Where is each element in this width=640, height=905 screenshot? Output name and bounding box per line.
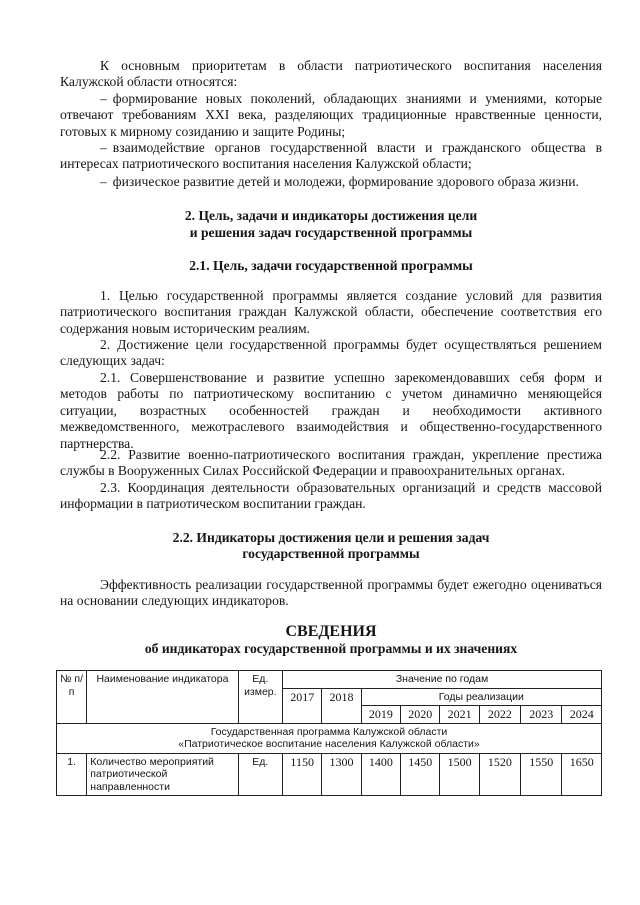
- table-program-row: [57, 723, 602, 753]
- bullet-text: физическое развитие детей и молодежи, формирование здорового образа жизни.: [112, 174, 579, 189]
- header-year: 2017: [283, 688, 322, 723]
- section-2-2-title-line-2: государственной программы: [242, 546, 420, 561]
- section-2-1-title: 2.1. Цель, задачи государственной программы: [189, 258, 473, 273]
- table-header-row-1: [57, 671, 602, 689]
- header-implementation-years: Годы реализации: [361, 688, 601, 706]
- header-year: 2021: [440, 706, 479, 724]
- program-line-2: «Патриотическое воспитание населения Калужской области»: [178, 738, 480, 750]
- indicators-table: [56, 670, 602, 796]
- intro-bullet-1: [60, 91, 602, 140]
- intro-lead: К основным приоритетам в области патриотического воспитания населения Калужской области относятся:: [60, 58, 602, 90]
- header-year: 2018: [322, 688, 361, 723]
- section-2-1-task-2: 2.2. Развитие военно-патриотического воспитания граждан, укрепление престижа службы в Вооруженных Силах Российской Федерации и правоохранительных органах.: [60, 447, 602, 479]
- section-2-2-paragraph: Эффективность реализации государственной программы будет ежегодно оцениваться на основании следующих индикаторов.: [60, 577, 602, 609]
- svedenia-subtitle: об индикаторах государственной программы и их значениях: [144, 641, 518, 656]
- section-2-title-line-1: 2. Цель, задачи и индикаторы достижения цели: [184, 208, 478, 223]
- section-2-1-task-1: 2.1. Совершенствование и развитие успешно зарекомендовавших себя форм и методов работы по патриотическому воспитанию с учетом динамично меняющейся ситуации, возрастных особенностей граждан и необходимости активного межведомственного, межотраслевого взаимодействия и общественно-государственного партнерства.: [60, 370, 602, 451]
- section-2-1-paragraph-1: 1. Целью государственной программы является создание условий для развития патриотического воспитания граждан Калужской области, обеспечение соответствия его содержания новым историческим реалиям.: [60, 288, 602, 336]
- dash-mark: –: [100, 174, 107, 189]
- row-num: 1.: [57, 753, 87, 796]
- bullet-text: формирование новых поколений, обладающих знаниями и умениями, которые отвечают требованиям XXI века, разделяющих традиционные нравственные ценности, готовых к мирному созиданию и защите Родины;: [60, 91, 602, 139]
- row-value: 1150: [283, 753, 322, 796]
- table-row: [57, 753, 602, 796]
- svedenia-title: СВЕДЕНИЯ: [285, 623, 377, 640]
- header-values-by-year: Значение по годам: [283, 671, 602, 689]
- header-year: 2024: [562, 706, 602, 724]
- header-num: № п/п: [57, 671, 87, 724]
- section-2-title-line-2: и решения задач государственной программы: [189, 225, 473, 240]
- dash-mark: –: [100, 140, 107, 155]
- row-unit: Ед.: [238, 753, 282, 796]
- section-2-2-title-line-1: 2.2. Индикаторы достижения цели и решения задач: [172, 530, 490, 545]
- row-value: 1450: [401, 753, 440, 796]
- row-value: 1400: [361, 753, 400, 796]
- section-2-1-paragraph-2: 2. Достижение цели государственной программы будет осуществляться решением следующих задач:: [60, 337, 602, 369]
- section-2-1-task-3: 2.3. Координация деятельности образовательных организаций и средств массовой информации в патриотическом воспитании граждан.: [60, 480, 602, 512]
- bullet-text: взаимодействие органов государственной власти и гражданского общества в интересах патриотического воспитания населения Калужской области;: [60, 140, 602, 172]
- row-value: 1550: [521, 753, 562, 796]
- intro-bullet-2: [60, 140, 602, 173]
- row-value: 1300: [322, 753, 361, 796]
- intro-bullet-3: [60, 174, 602, 190]
- header-unit: Ед. измер.: [238, 671, 282, 724]
- row-indicator-name: Количество мероприятий патриотической направленности: [87, 753, 238, 796]
- header-year: 2020: [401, 706, 440, 724]
- header-indicator-name: Наименование индикатора: [87, 671, 238, 724]
- header-year: 2023: [521, 706, 562, 724]
- program-name-cell: [57, 723, 602, 753]
- row-value: 1500: [440, 753, 479, 796]
- row-value: 1520: [479, 753, 520, 796]
- program-line-1: Государственная программа Калужской области: [210, 725, 448, 738]
- header-year: 2019: [361, 706, 400, 724]
- header-year: 2022: [479, 706, 520, 724]
- dash-mark: –: [100, 91, 107, 106]
- row-value: 1650: [562, 753, 602, 796]
